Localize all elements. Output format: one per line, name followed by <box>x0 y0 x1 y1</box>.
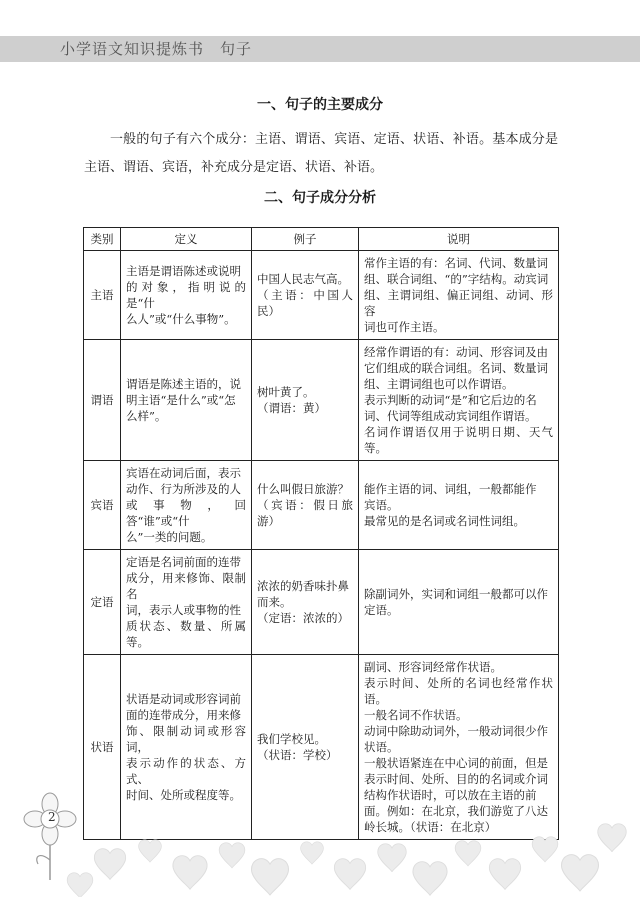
text-line: 词，表示人或事物的性 <box>126 603 241 617</box>
header-example: 例子 <box>252 228 359 251</box>
explanation-cell <box>359 251 559 340</box>
header-title: 小学语文知识提炼书 句子 <box>60 40 253 58</box>
text-line: 明主语“是什么”或“怎 <box>126 393 236 407</box>
text-line: 副词、形容词经常作状语。 <box>364 660 502 674</box>
text-line: 面。例如：在北京，我们游览了八达 <box>364 804 548 818</box>
example-cell <box>252 340 359 461</box>
table-row <box>84 550 559 655</box>
header-definition: 定义 <box>121 228 252 251</box>
text-line: 岭长城。（状语：在北京） <box>364 820 497 834</box>
header-explanation: 说明 <box>359 228 559 251</box>
explanation-cell <box>359 340 559 461</box>
text-line: 词、代词等组成动宾词组作谓语。 <box>364 409 537 423</box>
text-line: 面的连带成分，用来修 <box>126 708 241 722</box>
table-row <box>84 251 559 340</box>
text-line: 最常见的是名词或名词性词组。 <box>364 514 525 528</box>
page-number: 2 <box>48 810 56 824</box>
text-line: 树叶黄了。 <box>257 385 315 399</box>
text-line: 饰、限制动词或形容词， <box>126 724 246 754</box>
text-line: 状语。 <box>364 740 399 754</box>
text-line: 而来。 <box>257 595 292 609</box>
text-line: 定语。 <box>364 603 399 617</box>
explanation-cell <box>359 550 559 655</box>
text-line: 它们组成的联合词组。名词、数量词 <box>364 361 548 375</box>
definition-cell <box>121 340 252 461</box>
text-line: 浓浓的奶香味扑鼻 <box>257 579 349 593</box>
text-line: 组、主谓词组也可以作谓语。 <box>364 377 514 391</box>
text-line: 表示动作的状态、方式、 <box>126 756 246 786</box>
text-line: 常作主语的有：名词、代词、数量词 <box>364 256 548 270</box>
explanation-cell <box>359 461 559 550</box>
table-header-row <box>84 228 559 251</box>
table-row <box>84 340 559 461</box>
text-line: 组、主谓词组、偏正词组、动词、形容 <box>364 288 553 318</box>
text-line: （定语：浓浓的） <box>257 611 349 625</box>
table-row <box>84 461 559 550</box>
text-line: 主语是谓语陈述或说明 <box>126 264 241 278</box>
text-line: （谓语：黄） <box>257 401 326 415</box>
category-cell: 宾语 <box>84 461 121 550</box>
header-category: 类别 <box>84 228 121 251</box>
text-line: 名词作谓语仅用于说明日期、天气等。 <box>364 425 553 455</box>
text-line: 一般状语紧连在中心词的前面，但是 <box>364 756 548 770</box>
text-line: 我们学校见。 <box>257 732 326 746</box>
text-line: （主语：中国人民） <box>257 288 353 318</box>
text-line: 经常作谓语的有：动词、形容词及由 <box>364 345 548 359</box>
text-line: 除副词外，实词和词组一般都可以作 <box>364 587 548 601</box>
text-line: （状语：学校） <box>257 748 338 762</box>
example-cell <box>252 550 359 655</box>
intro-paragraph: 一般的句子有六个成分：主语、谓语、宾语、定语、状语、补语。基本成分是主语、谓语、宾语，补充成分是定语、状语、补语。 <box>84 132 558 175</box>
definition-cell <box>121 461 252 550</box>
text-line: 么样”。 <box>126 409 167 423</box>
text-line: 动词中除助动词外，一般动词很少作 <box>364 724 548 738</box>
text-line: 状语是动词或形容词前 <box>126 692 241 706</box>
text-line: 结构作状语时，可以放在主语的前 <box>364 788 537 802</box>
flower-icon <box>24 793 76 880</box>
example-cell <box>252 461 359 550</box>
text-line: 动作、行为所涉及的人 <box>126 482 241 496</box>
definition-cell <box>121 251 252 340</box>
text-line: 么”一类的问题。 <box>126 530 213 544</box>
text-line: 宾语。 <box>364 498 399 512</box>
category-cell: 定语 <box>84 550 121 655</box>
definition-cell <box>121 550 252 655</box>
text-line: 定语是名词前面的连带 <box>126 555 241 569</box>
category-cell: 状语 <box>84 655 121 840</box>
footer-hearts-decoration <box>0 790 640 897</box>
text-line: （宾语：假日旅游） <box>257 498 353 528</box>
text-line: 表示时间、处所、目的的名词或介词 <box>364 772 548 786</box>
text-line: 中国人民志气高。 <box>257 272 349 286</box>
text-line: 一般名词不作状语。 <box>364 708 468 722</box>
text-line: 什么叫假日旅游？ <box>257 482 349 496</box>
text-line: 表示判断的动词“是”和它后边的名 <box>364 393 537 407</box>
category-cell: 谓语 <box>84 340 121 461</box>
example-cell <box>252 251 359 340</box>
text-line: 质状态、数量、所属等。 <box>126 619 246 649</box>
text-line: 的对象，指明说的是“什 <box>126 280 246 310</box>
category-cell: 主语 <box>84 251 121 340</box>
text-line: 词也可作主语。 <box>364 320 445 334</box>
text-line: 成分，用来修饰、限制名 <box>126 571 246 601</box>
text-line: 谓语是陈述主语的，说 <box>126 377 241 391</box>
text-line: 表示时间、处所的名词也经常作状语。 <box>364 676 553 706</box>
section1-title: 一、句子的主要成分 <box>257 97 383 113</box>
sentence-components-table <box>83 227 559 840</box>
text-line: 时间、处所或程度等。 <box>126 788 241 802</box>
text-line: 么人”或“什么事物”。 <box>126 312 236 326</box>
section2-title: 二、句子成分分析 <box>264 190 376 206</box>
text-line: 组、联合词组、“的”字结构。动宾词 <box>364 272 549 286</box>
text-line: 或事物，回答“谁”或“什 <box>126 498 246 528</box>
text-line: 能作主语的词、词组，一般都能作 <box>364 482 537 496</box>
text-line: 宾语在动词后面，表示 <box>126 466 241 480</box>
